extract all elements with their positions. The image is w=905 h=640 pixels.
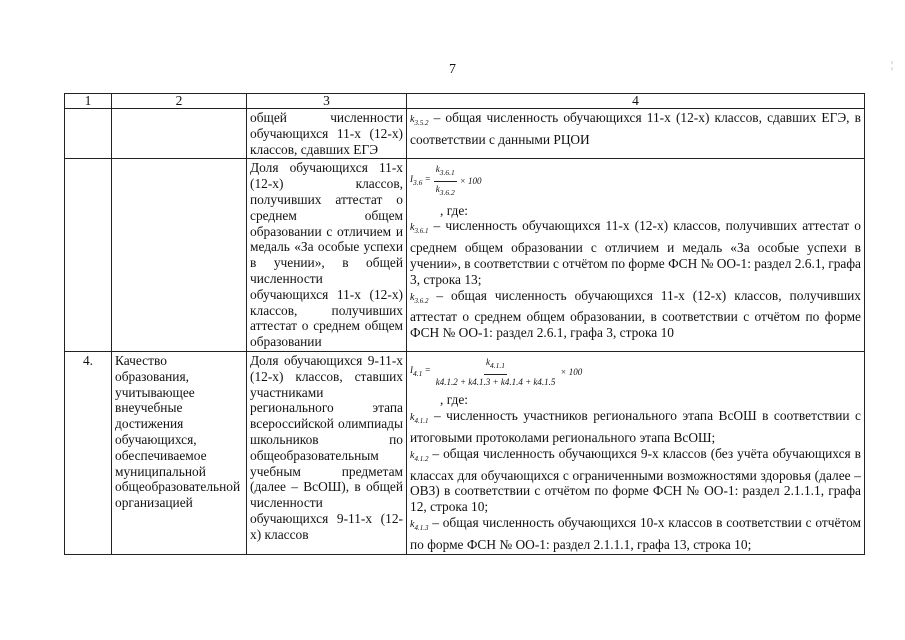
row-number-cell: 4.: [65, 351, 112, 554]
table-header-row: [65, 94, 865, 109]
variable-symbol: $k_{3.6.2}$: [410, 291, 429, 305]
variable-symbol: $k_{4.1.1}$: [410, 412, 429, 426]
formula: $I_{3.6}$ = $\frac{k_{3.6.1}}{k_{3.6.2}}$ × 100: [410, 164, 482, 197]
criterion-cell: Качество образования, учитывающее внеучебные достижения обучающихся, обеспечиваемое муниципальной общеобразовательной организацией: [112, 351, 247, 554]
variable-symbol: $k_{4.1.2}$: [410, 449, 429, 463]
indicator-cell: Доля обучающихся 9-11-х (12-х) классов, ставших участниками регионального этапа всероссийской олимпиады школьников по общеобразовательным учебным предметам (далее – ВсОШ), в общей численности обучающихся 9-11-х (12-х) классов: [247, 351, 407, 554]
table-row: [65, 351, 865, 554]
formula: $I_{4.1}$ = $\frac{k_{4.1.1}}{k4.1.2 + k4.1.3 + k4.1.4 + k4.1.5}$ × 100: [410, 356, 583, 387]
variable-description: – общая численность обучающихся 11-х (12-х) классов, сдавших ЕГЭ, в соответствии с данными РЦОИ: [410, 110, 861, 147]
margin-mark: ¦: [891, 60, 894, 71]
criterion-cell: [112, 159, 247, 352]
header-cell: 2: [112, 94, 247, 109]
variable-description: – численность участников регионального этапа ВсОШ в соответствии с итоговыми протоколами регионального этапа ВсОШ;: [410, 408, 861, 445]
header-cell: 1: [65, 94, 112, 109]
formula-cell: [407, 159, 865, 352]
formula-cell: [407, 109, 865, 159]
variable-symbol: $k_{3.5.2}$: [410, 114, 429, 127]
formula-cell: [407, 351, 865, 554]
variable-description: – общая численность обучающихся 11-х (12-х) классов, получивших аттестат о среднем общем образовании, в соответствии с отчётом по форме ФСН № ОО-1: раздел 2.6.1, графа 3, строка 10: [410, 287, 861, 341]
header-cell: 3: [247, 94, 407, 109]
indicators-table: [64, 93, 865, 555]
row-number-cell: [65, 109, 112, 159]
where-label: , где:: [440, 392, 468, 408]
header-cell: 4: [407, 94, 865, 109]
where-label: , где:: [440, 202, 468, 218]
indicator-cell: общей численности обучающихся 11-х (12-х) классов, сдавших ЕГЭ: [247, 109, 407, 159]
criterion-cell: [112, 109, 247, 159]
variable-description: – общая численность обучающихся 10-х классов в соответствии с отчётом по форме ФСН № ОО-1: раздел 2.1.1.1, графа 13, строка 10;: [410, 514, 861, 552]
variable-symbol: $k_{3.6.1}$: [410, 222, 429, 236]
variable-symbol: $k_{4.1.3}$: [410, 518, 429, 532]
variable-description: – общая численность обучающихся 9-х классов (без учёта обучающихся в классах для обучающихся с ограниченными возможностями здоровья (далее – ОВЗ) в соответствии с отчётом по форме ФСН № ОО-1: раздел 2.1.1.1, графа 12, строка 10;: [410, 445, 861, 515]
table-row: [65, 109, 865, 159]
variable-description: – численность обучающихся 11-х (12-х) классов, получивших аттестат о среднем общем образовании с отличием и медаль «За особые успехи в учении», в соответствии с отчётом по форме ФСН № ОО-1: раздел 2.6.1, графа 3, строка 13;: [410, 218, 861, 287]
row-number-cell: [65, 159, 112, 352]
indicator-cell: Доля обучающихся 11-х (12-х) классов, получивших аттестат о среднем общем образовании с отличием и медаль «За особые успехи в учении», в общей численности обучающихся 11-х (12-х) классов, получивших аттестат о среднем общем образовании: [247, 159, 407, 352]
page-number: 7: [449, 62, 456, 77]
table-row: [65, 159, 865, 352]
